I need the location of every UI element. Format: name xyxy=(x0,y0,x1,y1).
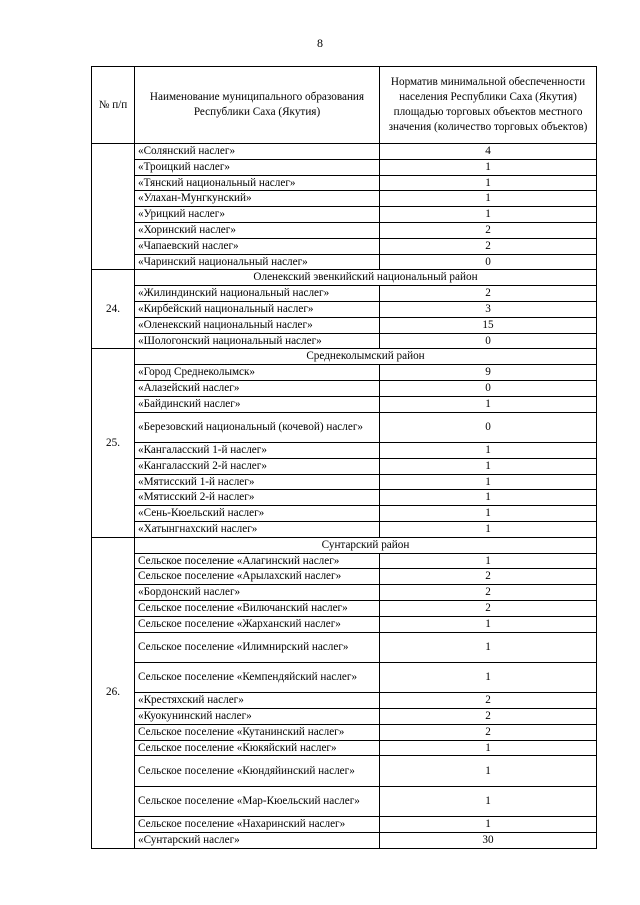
district-title: Оленекский эвенкийский национальный район xyxy=(135,270,597,286)
table-row xyxy=(92,521,597,537)
municipality-name: «Тянский национальный наслег» xyxy=(135,175,380,191)
table-row xyxy=(92,396,597,412)
district-number: 26. xyxy=(92,537,135,848)
header-norm: Норматив минимальной обеспеченности населения Республики Саха (Якутия) площадью торговых объектов местного значения (количество торговых объектов) xyxy=(380,67,597,144)
municipality-name: «Чапаевский наслег» xyxy=(135,238,380,254)
table-row xyxy=(92,458,597,474)
municipality-name: «Крестяхский наслег» xyxy=(135,693,380,709)
norm-value: 2 xyxy=(380,709,597,725)
norm-value: 2 xyxy=(380,238,597,254)
table-body xyxy=(92,144,597,849)
norm-value: 9 xyxy=(380,365,597,381)
table-row xyxy=(92,474,597,490)
table-row xyxy=(92,756,597,786)
municipality-name: «Бордонский наслег» xyxy=(135,585,380,601)
table-row xyxy=(92,553,597,569)
municipality-name: Сельское поселение «Кюкяйский наслег» xyxy=(135,740,380,756)
municipality-name: Сельское поселение «Кюндяйинский наслег» xyxy=(135,756,380,786)
table-row xyxy=(92,693,597,709)
table-row xyxy=(92,317,597,333)
district-number: 25. xyxy=(92,349,135,537)
norm-value: 1 xyxy=(380,175,597,191)
municipality-name: «Троицкий наслег» xyxy=(135,159,380,175)
norm-value: 1 xyxy=(380,207,597,223)
norm-value: 3 xyxy=(380,301,597,317)
norm-value: 1 xyxy=(380,474,597,490)
table-row xyxy=(92,833,597,849)
municipality-name: Сельское поселение «Жарханский наслег» xyxy=(135,616,380,632)
municipality-name: «Кирбейский национальный наслег» xyxy=(135,301,380,317)
district-title: Сунтарский район xyxy=(135,537,597,553)
norm-value: 2 xyxy=(380,286,597,302)
norm-value: 1 xyxy=(380,396,597,412)
table-row xyxy=(92,569,597,585)
municipality-name: Сельское поселение «Илимнирский наслег» xyxy=(135,632,380,662)
row-number-empty xyxy=(92,144,135,270)
table-row xyxy=(92,817,597,833)
table-row xyxy=(92,333,597,349)
table-row xyxy=(92,412,597,442)
norm-value: 1 xyxy=(380,662,597,692)
municipality-name: Сельское поселение «Алагинский наслег» xyxy=(135,553,380,569)
norm-value: 2 xyxy=(380,585,597,601)
table-row xyxy=(92,207,597,223)
municipality-name: «Березовский национальный (кочевой) наслег» xyxy=(135,412,380,442)
municipality-name: «Кангаласский 2-й наслег» xyxy=(135,458,380,474)
norm-value: 1 xyxy=(380,490,597,506)
norm-value: 30 xyxy=(380,833,597,849)
municipality-name: «Урицкий наслег» xyxy=(135,207,380,223)
norm-value: 2 xyxy=(380,693,597,709)
page-number: 8 xyxy=(317,36,323,50)
table-row xyxy=(92,724,597,740)
municipality-name: «Город Среднеколымск» xyxy=(135,365,380,381)
municipality-name: «Хатынгнахский наслег» xyxy=(135,521,380,537)
municipality-name: Сельское поселение «Кемпендяйский наслег» xyxy=(135,662,380,692)
table-row xyxy=(92,616,597,632)
municipality-name: «Чаринский национальный наслег» xyxy=(135,254,380,270)
table-row xyxy=(92,222,597,238)
table-row xyxy=(92,301,597,317)
norm-value: 0 xyxy=(380,254,597,270)
norm-value: 1 xyxy=(380,442,597,458)
norm-value: 1 xyxy=(380,740,597,756)
table-row xyxy=(92,740,597,756)
table-row xyxy=(92,632,597,662)
table-row xyxy=(92,286,597,302)
table-header xyxy=(92,67,597,144)
norm-value: 0 xyxy=(380,412,597,442)
municipality-name: «Мятисский 1-й наслег» xyxy=(135,474,380,490)
norm-value: 1 xyxy=(380,786,597,816)
norm-value: 15 xyxy=(380,317,597,333)
norm-value: 1 xyxy=(380,506,597,522)
table-row xyxy=(92,709,597,725)
municipality-name: «Кангаласский 1-й наслег» xyxy=(135,442,380,458)
municipality-name: «Оленекский национальный наслег» xyxy=(135,317,380,333)
norm-value: 2 xyxy=(380,724,597,740)
header-number: № п/п xyxy=(92,67,135,144)
norm-value: 1 xyxy=(380,553,597,569)
table-row xyxy=(92,159,597,175)
municipality-name: «Байдинский наслег» xyxy=(135,396,380,412)
district-row xyxy=(92,537,597,553)
norm-value: 2 xyxy=(380,600,597,616)
norm-value: 0 xyxy=(380,380,597,396)
table-row xyxy=(92,442,597,458)
table-row xyxy=(92,144,597,160)
table-row xyxy=(92,506,597,522)
municipality-name: Сельское поселение «Кутанинский наслег» xyxy=(135,724,380,740)
table-row xyxy=(92,585,597,601)
norm-value: 4 xyxy=(380,144,597,160)
norm-value: 0 xyxy=(380,333,597,349)
norm-value: 2 xyxy=(380,222,597,238)
table-row xyxy=(92,600,597,616)
municipality-name: «Улахан-Мунгкунский» xyxy=(135,191,380,207)
table-row xyxy=(92,786,597,816)
table-row xyxy=(92,662,597,692)
municipality-name: «Алазейский наслег» xyxy=(135,380,380,396)
norm-value: 1 xyxy=(380,756,597,786)
municipality-name: «Хоринский наслег» xyxy=(135,222,380,238)
norms-table xyxy=(91,66,597,849)
municipality-name: «Мятисский 2-й наслег» xyxy=(135,490,380,506)
municipality-name: «Куокунинский наслег» xyxy=(135,709,380,725)
norm-value: 1 xyxy=(380,159,597,175)
norm-value: 1 xyxy=(380,632,597,662)
norm-value: 1 xyxy=(380,191,597,207)
table-row xyxy=(92,191,597,207)
norm-value: 1 xyxy=(380,521,597,537)
header-municipality: Наименование муниципального образования Республики Саха (Якутия) xyxy=(135,67,380,144)
municipality-name: «Сень-Кюельский наслег» xyxy=(135,506,380,522)
municipality-name: Сельское поселение «Нахаринский наслег» xyxy=(135,817,380,833)
municipality-name: «Жилиндинский национальный наслег» xyxy=(135,286,380,302)
district-row xyxy=(92,349,597,365)
norm-value: 1 xyxy=(380,817,597,833)
district-title: Среднеколымский район xyxy=(135,349,597,365)
table-row xyxy=(92,380,597,396)
district-row xyxy=(92,270,597,286)
norm-value: 1 xyxy=(380,458,597,474)
table-row xyxy=(92,238,597,254)
municipality-name: «Солянский наслег» xyxy=(135,144,380,160)
table-row xyxy=(92,365,597,381)
norm-value: 2 xyxy=(380,569,597,585)
table-row xyxy=(92,175,597,191)
norm-value: 1 xyxy=(380,616,597,632)
table-row xyxy=(92,254,597,270)
municipality-name: «Шологонский национальный наслег» xyxy=(135,333,380,349)
municipality-name: Сельское поселение «Мар-Кюельский наслег» xyxy=(135,786,380,816)
district-number: 24. xyxy=(92,270,135,349)
municipality-name: «Сунтарский наслег» xyxy=(135,833,380,849)
table-row xyxy=(92,490,597,506)
municipality-name: Сельское поселение «Вилючанский наслег» xyxy=(135,600,380,616)
municipality-name: Сельское поселение «Арылахский наслег» xyxy=(135,569,380,585)
